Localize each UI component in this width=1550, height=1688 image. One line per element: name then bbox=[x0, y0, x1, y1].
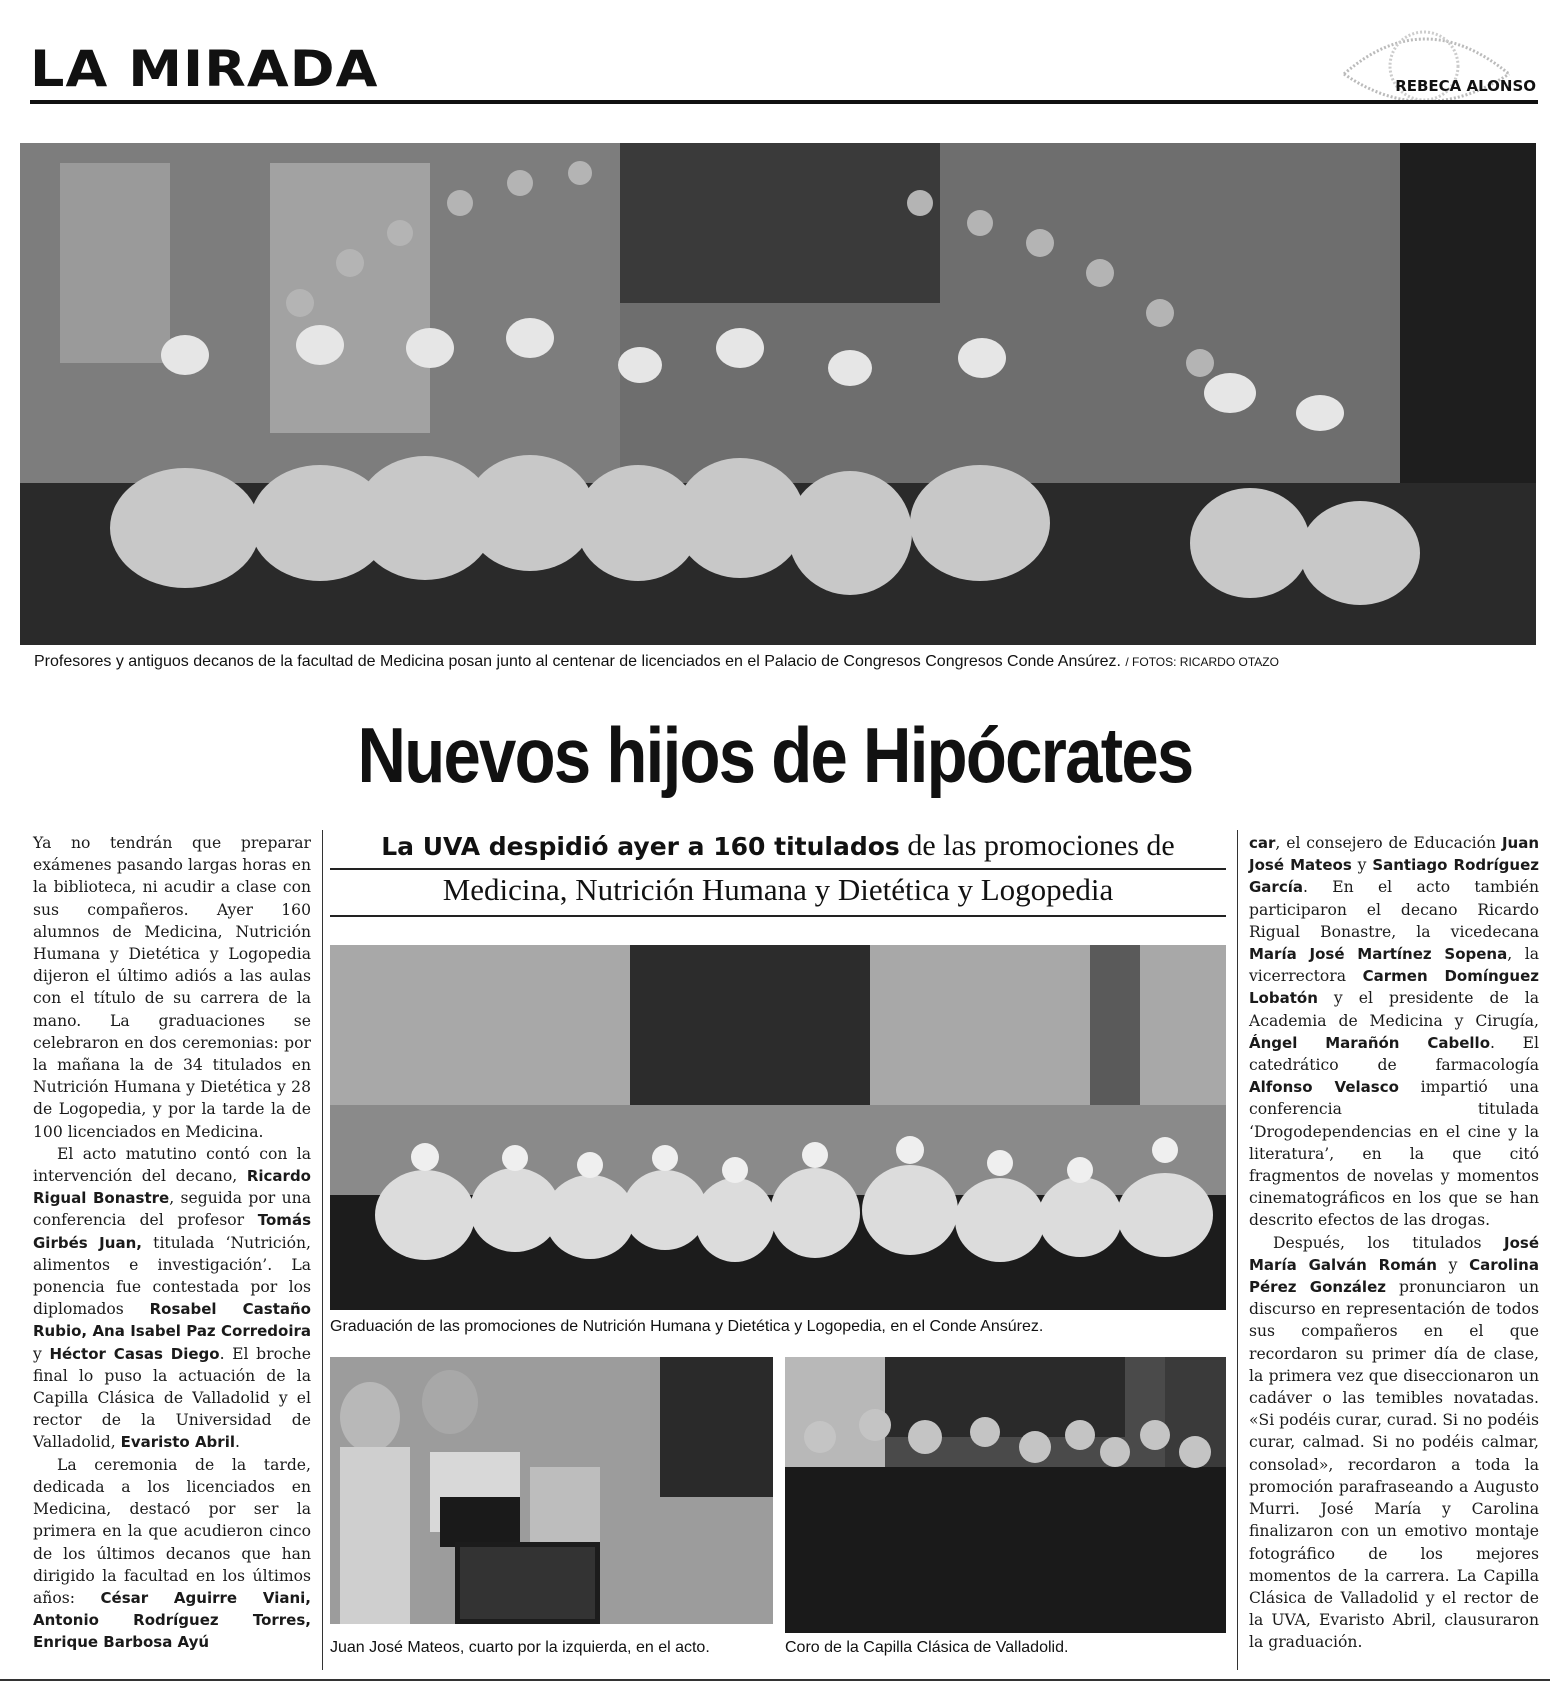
person-name: Santiago Rodríguez García bbox=[1249, 856, 1539, 897]
text: El acto matutino contó con la intervención del decano, bbox=[33, 1144, 311, 1186]
text: Después, los titulados bbox=[1273, 1233, 1504, 1252]
person-name: Tomás Girbés Juan, bbox=[33, 1211, 311, 1252]
text: . En el acto también participaron el decano Ricardo Rigual Bonastre, la vicedecana bbox=[1249, 878, 1539, 941]
bottom-left-photo-caption: Juan José Mateos, cuarto por la izquierda, en el acto. bbox=[330, 1639, 710, 1656]
column-divider bbox=[322, 830, 323, 1670]
subheadline-line1 bbox=[330, 829, 1226, 863]
paragraph bbox=[1249, 1232, 1539, 1654]
bottom-left-photo bbox=[330, 1357, 773, 1624]
person-name: Alfonso Velasco bbox=[1249, 1078, 1399, 1097]
subheadline-light: de las promociones de bbox=[899, 829, 1175, 862]
subheadline-rule bbox=[330, 915, 1226, 917]
page-bottom-rule bbox=[0, 1679, 1550, 1681]
text: impartió una conferencia titulada ‘Drogodependencias en el cine y la literatura’, en la que citó fragmentos de novelas y momentos cinematográficos en los que se han descrito efectos de las drogas. bbox=[1249, 1078, 1539, 1230]
column-divider bbox=[1237, 830, 1238, 1670]
text: , la vicerrectora bbox=[1249, 945, 1539, 986]
subheadline-rule bbox=[330, 868, 1226, 870]
person-name: José María Galván Román bbox=[1249, 1233, 1539, 1274]
top-photo bbox=[20, 143, 1536, 645]
top-photo-caption bbox=[34, 653, 1279, 671]
subheadline-line2: Medicina, Nutrición Humana y Dietética y Logopedia bbox=[442, 872, 1114, 907]
person-name: Carolina Pérez González bbox=[1249, 1255, 1539, 1297]
text: . El broche final lo puso la actuación de la Capilla Clásica de Valladolid y el rector de la Universidad de Valladolid, bbox=[33, 1344, 311, 1452]
masthead-rule bbox=[30, 100, 1538, 104]
person-name: César Aguirre Viani, Antonio Rodríguez Torres, Enrique Barbosa Ayú bbox=[33, 1588, 311, 1652]
eye-logo-icon bbox=[1324, 4, 1524, 130]
text: . El catedrático de farmacología bbox=[1249, 1033, 1539, 1075]
text: titulada ‘Nutrición, alimentos e investigación’. La ponencia fue contestada por los diplomados bbox=[33, 1233, 311, 1319]
subheadline-bold: La UVA despidió ayer a 160 titulados bbox=[381, 832, 900, 861]
column-right bbox=[1249, 832, 1539, 1654]
person-name: María José Martínez Sopena bbox=[1249, 945, 1508, 964]
text: , seguida por una conferencia del profesor bbox=[33, 1189, 311, 1230]
headline: Nuevos hijos de Hipócrates bbox=[357, 711, 1193, 799]
byline: REBECA ALONSO bbox=[1395, 77, 1536, 95]
person-name: Carmen Domínguez Lobatón bbox=[1249, 967, 1539, 1008]
person-name: car bbox=[1249, 834, 1276, 852]
person-name: Ángel Marañón Cabello bbox=[1249, 1033, 1491, 1052]
text: y bbox=[33, 1344, 50, 1363]
text: . bbox=[234, 1433, 240, 1452]
person-name: Evaristo Abril bbox=[120, 1433, 235, 1452]
text: y bbox=[1351, 856, 1373, 875]
paragraph bbox=[1249, 832, 1539, 1232]
person-name: Juan José Mateos bbox=[1249, 834, 1539, 875]
mid-photo bbox=[330, 945, 1226, 1310]
caption-text: Profesores y antiguos decanos de la facultad de Medicina posan junto al centenar de licenciados en el Palacio de Congresos Congresos Conde Ansúrez. bbox=[34, 653, 1121, 670]
bottom-right-photo bbox=[785, 1357, 1226, 1633]
column-left bbox=[33, 832, 311, 1654]
person-name: Héctor Casas Diego bbox=[49, 1344, 220, 1363]
paragraph bbox=[33, 1143, 311, 1454]
text: , el consejero de Educación bbox=[1275, 834, 1502, 852]
bottom-right-photo-caption: Coro de la Capilla Clásica de Valladolid. bbox=[785, 1639, 1069, 1656]
person-name: Rosabel Castaño Rubio, Ana Isabel Paz Corredoira bbox=[33, 1300, 311, 1341]
text: y el presidente de la Academia de Medicina y Cirugía, bbox=[1249, 989, 1539, 1030]
text: La ceremonia de la tarde, dedicada a los licenciados en Medicina, destacó por ser la primera en la que acudieron cinco de los últimos decanos que han dirigido la facultad en los últimos años: bbox=[33, 1455, 311, 1607]
paragraph bbox=[33, 1454, 311, 1654]
person-name: Ricardo Rigual Bonastre bbox=[33, 1167, 311, 1208]
photo-credit: / FOTOS: RICARDO OTAZO bbox=[1125, 655, 1279, 669]
text: y bbox=[1436, 1255, 1470, 1274]
paragraph: Ya no tendrán que preparar exámenes pasando largas horas en la biblioteca, ni acudir a clase con sus compañeros. Ayer 160 alumnos de Medicina, Nutrición Humana y Dietética y Logopedia dijeron el último adiós a las aulas con el título de su carrera de la mano. La graduaciones se celebraron en dos ceremonias: por la mañana la de 34 titulados en Nutrición Humana y Dietética y 28 de Logopedia, y por la tarde la de 100 licenciados en Medicina. bbox=[33, 834, 311, 1141]
mid-photo-caption: Graduación de las promociones de Nutrición Humana y Dietética y Logopedia, en el Conde Ansúrez. bbox=[330, 1318, 1044, 1335]
section-title: LA MIRADA bbox=[30, 40, 379, 98]
text: pronunciaron un discurso en representación de todos sus compañeros en el que recordaron su primer día de clase, la primera vez que diseccionaron un cadáver o las temibles novatadas. «Si podéis curar, curad. Si no podéis curar, calmad. Si no podéis calmar, consolad», recordaron a toda la promoción parafraseando a Augusto Murri. José María y Carolina finalizaron con un emotivo montaje fotográfico de los mejores momentos de la carrera. La Capilla Clásica de Valladolid y el rector de la UVA, Evaristo Abril, clausuraron la graduación. bbox=[1249, 1278, 1539, 1652]
